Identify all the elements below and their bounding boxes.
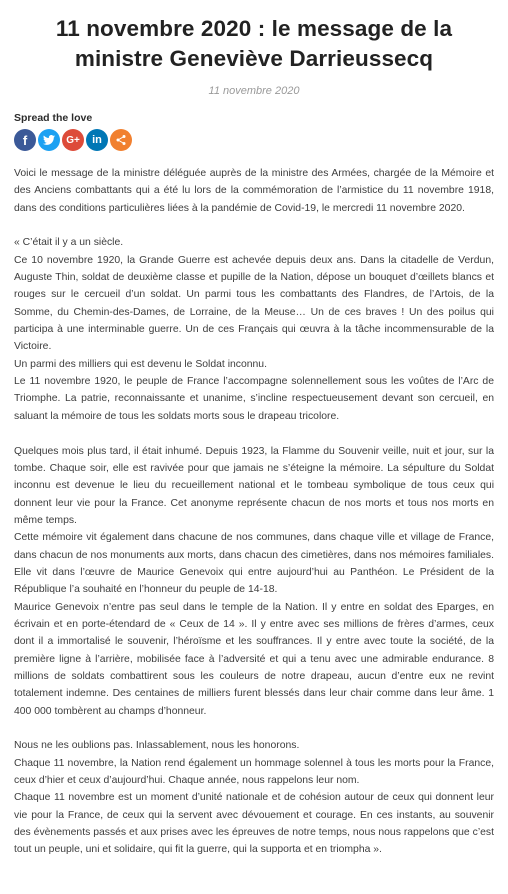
paragraph: Maurice Genevoix n’entre pas seul dans le temple de la Nation. Il y entre en soldat des Eparges, en écrivain et en porte-étendard de « Ceux de 14 ». Il y entre avec ses millions de frères d’armes, ceux dont il a immortalisé le souvenir, l’héroïsme et les souffrances. Il y entre avec toute la société, de la première ligne à l’arrière, mobilisée face à l’adversité et qui a tenu avec une admirable endurance. 8 millions de soldats combattirent sous les couleurs de notre drapeau, aucun d’entre eux ne revint totalement indemne. Des centaines de milliers furent blessés dans leur chair comme dans leur âme. 1 400 000 tombèrent au champs d’honneur. (14, 601, 494, 717)
paragraph: Quelques mois plus tard, il était inhumé. Depuis 1923, la Flamme du Souvenir veille, nuit et jour, sur la tombe. Chaque soir, elle est ravivée pour que jamais ne s’éteigne la mémoire. La sépulture du Soldat inconnu est devenue le lieu du recueillement national et le tombeau symbolique de tous ceux qui donnent leur vie pour la France. Cet anonyme représente chacun de nos morts et tous nos morts en même temps. (14, 445, 494, 526)
share-label: Spread the love (14, 112, 93, 124)
linkedin-icon: in (92, 134, 102, 146)
twitter-icon (43, 135, 55, 145)
paragraph: Ce 10 novembre 1920, la Grande Guerre est achevée depuis deux ans. Dans la citadelle de Verdun, Auguste Thin, soldat de deuxième classe et pupille de la Nation, dépose un bouquet d’œillets blancs et rouges sur le cercueil d’un soldat. Un parmi tous les combattants des Flandres, de l’Artois, de la Somme, du Chemin-des-Dames, de Lorraine, de la Meuse… Un de ces braves ! Un des poilus qui participa à une interminable guerre. Un de ces Français qui œuvra à la tâche incommensurable de la Victoire. (14, 254, 494, 353)
twitter-share-button[interactable] (38, 129, 60, 151)
share-icon (115, 134, 127, 146)
google-plus-icon: G+ (66, 134, 80, 146)
intro-paragraph: Voici le message de la ministre déléguée auprès de la ministre des Armées, chargée de la Mémoire et des Anciens combattants qui a été lu lors de la commémoration de l’armistice du 11 novembre 1918, dans des conditions particulières liées à la pandémie de Covid-19, le mercredi 11 novembre 2020. (14, 168, 494, 214)
paragraph: Un parmi des milliers qui est devenu le Soldat inconnu. (14, 358, 267, 370)
article-body (14, 165, 494, 859)
facebook-share-button[interactable] (14, 129, 36, 151)
publish-date: 11 novembre 2020 (208, 85, 300, 97)
linkedin-share-button[interactable] (86, 129, 108, 151)
paragraph: « C’était il y a un siècle. (14, 237, 124, 249)
paragraph: Chaque 11 novembre est un moment d’unité nationale et de cohésion autour de ceux qui donnent leur vie pour la France, de ceux qui la servent avec dévouement et courage. En ces instants, au souvenir des évènements passés et aux prises avec les épreuves de notre temps, nous nous rappelons que c’est tout un peuple, uni et solidaire, qui fit la guerre, qui la supporta et en triompha ». (14, 792, 494, 856)
share-buttons (14, 129, 494, 153)
page-title: 11 novembre 2020 : le message de la ministre Geneviève Darrieussecq (55, 16, 453, 71)
more-share-button[interactable] (110, 129, 132, 151)
paragraph: Chaque 11 novembre, la Nation rend également un hommage solennel à tous les morts pour la France, ceux d’hier et ceux d’aujourd’hui. Chaque année, nous rappelons leur nom. (14, 757, 494, 787)
paragraph: Le 11 novembre 1920, le peuple de France l’accompagne solennellement sous les voûtes de l’Arc de Triomphe. La patrie, reconnaissante et unanime, s’incline respectueusement devant son cercueil, en saluant la mémoire de tous les soldats morts sous le drapeau tricolore. (14, 376, 494, 422)
facebook-icon: f (22, 132, 28, 148)
paragraph: Cette mémoire vit également dans chacune de nos communes, dans chaque ville et village de France, dans chacun de nos monuments aux morts, dans chacun des cimetières, dans nos mémoires familiales. Elle vit dans l’œuvre de Maurice Genevoix qui entre aujourd’hui au Panthéon. Le Président de la République l’a souhaité en l’honneur du peuple de 14-18. (14, 532, 494, 596)
google-plus-share-button[interactable] (62, 129, 84, 151)
paragraph: Nous ne les oublions pas. Inlassablement, nous les honorons. (14, 740, 300, 752)
